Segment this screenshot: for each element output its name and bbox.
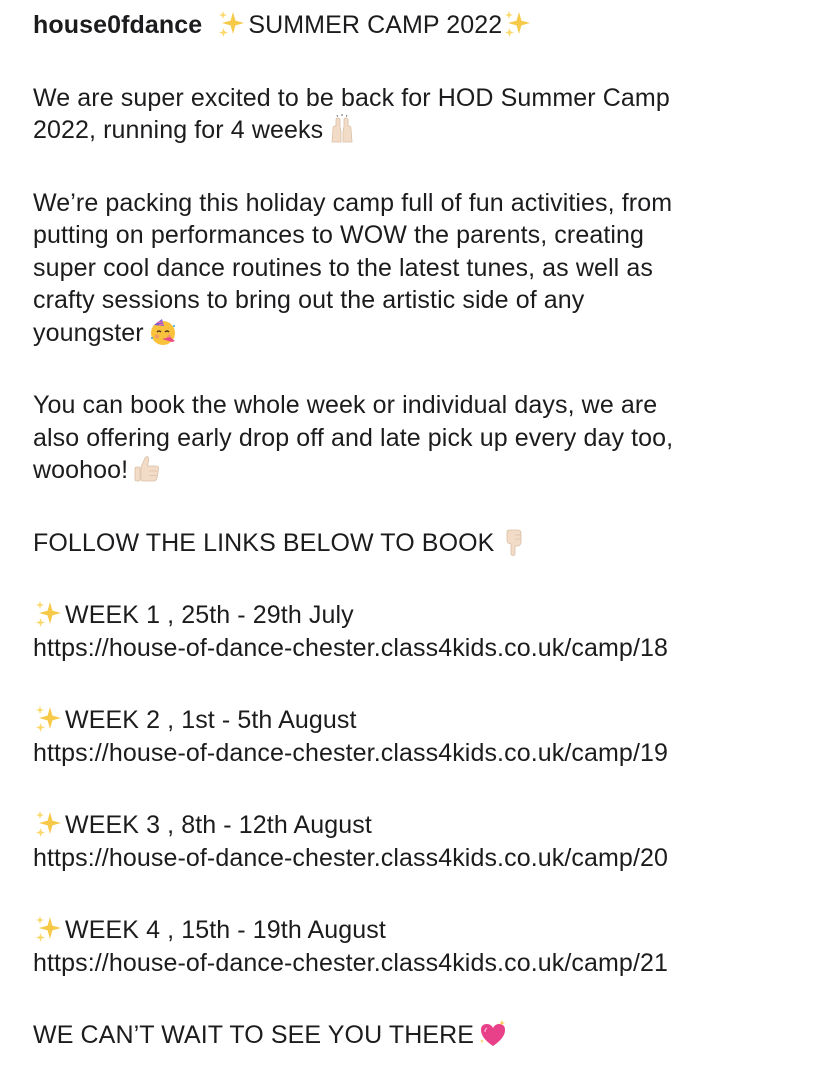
week-2-booking-link[interactable]: https://house-of-dance-chester.class4kids.co.uk/camp/19 [33, 738, 668, 767]
activities-line: putting on performances to WOW the parents, creating [33, 221, 645, 249]
booking-paragraph [33, 389, 813, 487]
week-label: WEEK 4 , 15th - 19th August [65, 916, 386, 944]
sparkles-icon [502, 9, 532, 39]
intro-line: We are super excited to be back for HOD Summer Camp [33, 83, 670, 112]
week-4-block [33, 914, 813, 979]
booking-line: woohoo! [33, 456, 129, 484]
closing-text: WE CAN’T WAIT TO SEE YOU THERE [33, 1021, 475, 1049]
cta-text: FOLLOW THE LINKS BELOW TO BOOK [33, 528, 495, 557]
booking-line: also offering early drop off and late pick up every day too, [33, 423, 674, 452]
caption-title-line [33, 9, 813, 42]
activities-line: We’re packing this holiday camp full of fun activities, from [33, 188, 673, 217]
sparkles-icon [33, 914, 63, 944]
thumbs-up-icon [132, 454, 162, 484]
sparkling-heart-icon [478, 1019, 508, 1049]
sparkles-icon [216, 9, 246, 39]
week-label: WEEK 2 , 1st - 5th August [65, 706, 357, 734]
week-label: WEEK 3 , 8th - 12th August [65, 811, 372, 839]
activities-line: crafty sessions to bring out the artistic side of any [33, 286, 585, 314]
raising-hands-icon [327, 114, 357, 144]
week-2-block [33, 704, 813, 769]
week-1-booking-link[interactable]: https://house-of-dance-chester.class4kids.co.uk/camp/18 [33, 633, 668, 662]
intro-paragraph [33, 82, 813, 147]
sparkles-icon [33, 704, 63, 734]
cta-paragraph [33, 527, 813, 560]
username-link[interactable]: house0fdance [33, 11, 203, 39]
pointing-down-icon [498, 527, 528, 557]
week-3-booking-link[interactable]: https://house-of-dance-chester.class4kids.co.uk/camp/20 [33, 843, 668, 872]
week-3-block [33, 809, 813, 874]
post-caption [33, 9, 813, 1092]
activities-line: super cool dance routines to the latest tunes, as well as [33, 253, 653, 282]
week-label: WEEK 1 , 25th - 29th July [65, 601, 354, 629]
week-4-booking-link[interactable]: https://house-of-dance-chester.class4kids.co.uk/camp/21 [33, 948, 668, 977]
activities-line: youngster [33, 318, 144, 347]
partying-face-icon [148, 317, 178, 347]
sparkles-icon [33, 809, 63, 839]
week-1-block [33, 599, 813, 664]
activities-paragraph [33, 187, 813, 350]
intro-line: 2022, running for 4 weeks [33, 116, 324, 144]
closing-paragraph [33, 1019, 813, 1052]
booking-line: You can book the whole week or individual days, we are [33, 391, 658, 419]
sparkles-icon [33, 599, 63, 629]
post-title: SUMMER CAMP 2022 [248, 11, 503, 39]
